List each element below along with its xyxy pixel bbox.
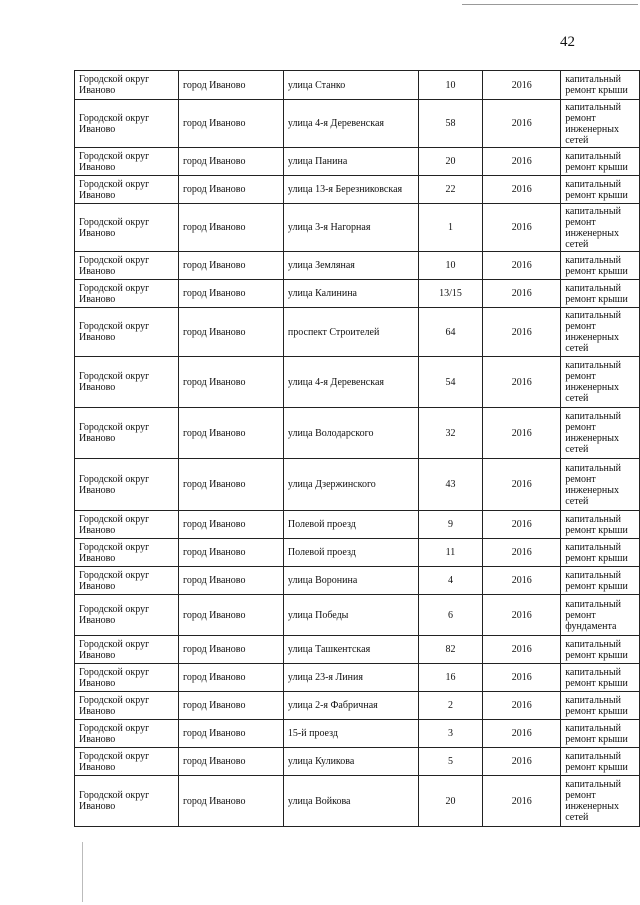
table-row bbox=[75, 204, 640, 252]
city-cell: город Иваново bbox=[179, 204, 284, 252]
year-cell: 2016 bbox=[483, 539, 561, 567]
year-cell: 2016 bbox=[483, 776, 561, 827]
district-cell: Городской округ Иваново bbox=[75, 692, 179, 720]
city-cell: город Иваново bbox=[179, 567, 284, 595]
city-cell: город Иваново bbox=[179, 357, 284, 408]
work-type-cell: капитальный ремонт крыши bbox=[561, 252, 640, 280]
work-type-cell: капитальный ремонт крыши bbox=[561, 148, 640, 176]
year-cell: 2016 bbox=[483, 511, 561, 539]
year-cell: 2016 bbox=[483, 357, 561, 408]
year-cell: 2016 bbox=[483, 595, 561, 636]
work-type-cell: капитальный ремонт крыши bbox=[561, 664, 640, 692]
table-row bbox=[75, 459, 640, 511]
table-row bbox=[75, 692, 640, 720]
city-cell: город Иваново bbox=[179, 252, 284, 280]
street-cell: улица 23-я Линия bbox=[283, 664, 418, 692]
year-cell: 2016 bbox=[483, 280, 561, 308]
house-number-cell: 43 bbox=[418, 459, 482, 511]
street-cell: улица 3-я Нагорная bbox=[283, 204, 418, 252]
street-cell: улица Воронина bbox=[283, 567, 418, 595]
city-cell: город Иваново bbox=[179, 71, 284, 100]
year-cell: 2016 bbox=[483, 720, 561, 748]
house-number-cell: 4 bbox=[418, 567, 482, 595]
work-type-cell: капитальный ремонт инженерных сетей bbox=[561, 776, 640, 827]
district-cell: Городской округ Иваново bbox=[75, 748, 179, 776]
street-cell: Полевой проезд bbox=[283, 511, 418, 539]
district-cell: Городской округ Иваново bbox=[75, 308, 179, 357]
city-cell: город Иваново bbox=[179, 776, 284, 827]
house-number-cell: 2 bbox=[418, 692, 482, 720]
year-cell: 2016 bbox=[483, 664, 561, 692]
house-number-cell: 10 bbox=[418, 71, 482, 100]
street-cell: улица 2-я Фабричная bbox=[283, 692, 418, 720]
city-cell: город Иваново bbox=[179, 308, 284, 357]
year-cell: 2016 bbox=[483, 71, 561, 100]
district-cell: Городской округ Иваново bbox=[75, 664, 179, 692]
table-row bbox=[75, 511, 640, 539]
house-number-cell: 54 bbox=[418, 357, 482, 408]
table-row bbox=[75, 567, 640, 595]
street-cell: улица Войкова bbox=[283, 776, 418, 827]
district-cell: Городской округ Иваново bbox=[75, 71, 179, 100]
district-cell: Городской округ Иваново bbox=[75, 720, 179, 748]
scan-artifact-top-line bbox=[462, 4, 638, 5]
city-cell: город Иваново bbox=[179, 100, 284, 148]
house-number-cell: 11 bbox=[418, 539, 482, 567]
work-type-cell: капитальный ремонт крыши bbox=[561, 511, 640, 539]
city-cell: город Иваново bbox=[179, 148, 284, 176]
year-cell: 2016 bbox=[483, 692, 561, 720]
street-cell: улица 4-я Деревенская bbox=[283, 357, 418, 408]
city-cell: город Иваново bbox=[179, 176, 284, 204]
table-row bbox=[75, 176, 640, 204]
work-type-cell: капитальный ремонт инженерных сетей bbox=[561, 308, 640, 357]
city-cell: город Иваново bbox=[179, 595, 284, 636]
year-cell: 2016 bbox=[483, 567, 561, 595]
table-row bbox=[75, 357, 640, 408]
work-type-cell: капитальный ремонт крыши bbox=[561, 692, 640, 720]
table-row bbox=[75, 71, 640, 100]
table-row bbox=[75, 252, 640, 280]
street-cell: улица Ташкентская bbox=[283, 636, 418, 664]
city-cell: город Иваново bbox=[179, 539, 284, 567]
work-type-cell: капитальный ремонт инженерных сетей bbox=[561, 459, 640, 511]
year-cell: 2016 bbox=[483, 100, 561, 148]
street-cell: улица Победы bbox=[283, 595, 418, 636]
district-cell: Городской округ Иваново bbox=[75, 204, 179, 252]
year-cell: 2016 bbox=[483, 176, 561, 204]
table-row bbox=[75, 664, 640, 692]
repair-schedule-table bbox=[74, 70, 640, 827]
district-cell: Городской округ Иваново bbox=[75, 539, 179, 567]
table-row bbox=[75, 408, 640, 459]
house-number-cell: 6 bbox=[418, 595, 482, 636]
table-row bbox=[75, 308, 640, 357]
year-cell: 2016 bbox=[483, 148, 561, 176]
scan-artifact-left-line bbox=[82, 842, 83, 902]
year-cell: 2016 bbox=[483, 308, 561, 357]
work-type-cell: капитальный ремонт крыши bbox=[561, 720, 640, 748]
house-number-cell: 20 bbox=[418, 148, 482, 176]
house-number-cell: 58 bbox=[418, 100, 482, 148]
street-cell: улица 13-я Березниковская bbox=[283, 176, 418, 204]
table-row bbox=[75, 720, 640, 748]
street-cell: улица Станко bbox=[283, 71, 418, 100]
house-number-cell: 3 bbox=[418, 720, 482, 748]
street-cell: улица Панина bbox=[283, 148, 418, 176]
work-type-cell: капитальный ремонт крыши bbox=[561, 539, 640, 567]
house-number-cell: 5 bbox=[418, 748, 482, 776]
table-row bbox=[75, 776, 640, 827]
table-row bbox=[75, 748, 640, 776]
work-type-cell: капитальный ремонт фундамента bbox=[561, 595, 640, 636]
district-cell: Городской округ Иваново bbox=[75, 776, 179, 827]
street-cell: улица Володарского bbox=[283, 408, 418, 459]
street-cell: улица Калинина bbox=[283, 280, 418, 308]
district-cell: Городской округ Иваново bbox=[75, 459, 179, 511]
house-number-cell: 13/15 bbox=[418, 280, 482, 308]
district-cell: Городской округ Иваново bbox=[75, 280, 179, 308]
table-row bbox=[75, 280, 640, 308]
house-number-cell: 32 bbox=[418, 408, 482, 459]
table-row bbox=[75, 595, 640, 636]
table-row bbox=[75, 636, 640, 664]
district-cell: Городской округ Иваново bbox=[75, 252, 179, 280]
work-type-cell: капитальный ремонт инженерных сетей bbox=[561, 204, 640, 252]
street-cell: проспект Строителей bbox=[283, 308, 418, 357]
year-cell: 2016 bbox=[483, 748, 561, 776]
street-cell: улица Куликова bbox=[283, 748, 418, 776]
street-cell: улица 4-я Деревенская bbox=[283, 100, 418, 148]
work-type-cell: капитальный ремонт крыши bbox=[561, 567, 640, 595]
work-type-cell: капитальный ремонт крыши bbox=[561, 280, 640, 308]
year-cell: 2016 bbox=[483, 252, 561, 280]
district-cell: Городской округ Иваново bbox=[75, 567, 179, 595]
city-cell: город Иваново bbox=[179, 459, 284, 511]
city-cell: город Иваново bbox=[179, 748, 284, 776]
year-cell: 2016 bbox=[483, 459, 561, 511]
work-type-cell: капитальный ремонт крыши bbox=[561, 748, 640, 776]
district-cell: Городской округ Иваново bbox=[75, 148, 179, 176]
city-cell: город Иваново bbox=[179, 720, 284, 748]
house-number-cell: 16 bbox=[418, 664, 482, 692]
house-number-cell: 20 bbox=[418, 776, 482, 827]
city-cell: город Иваново bbox=[179, 280, 284, 308]
work-type-cell: капитальный ремонт инженерных сетей bbox=[561, 408, 640, 459]
work-type-cell: капитальный ремонт крыши bbox=[561, 176, 640, 204]
street-cell: 15-й проезд bbox=[283, 720, 418, 748]
table-row bbox=[75, 148, 640, 176]
city-cell: город Иваново bbox=[179, 636, 284, 664]
table-row bbox=[75, 100, 640, 148]
district-cell: Городской округ Иваново bbox=[75, 176, 179, 204]
city-cell: город Иваново bbox=[179, 408, 284, 459]
work-type-cell: капитальный ремонт крыши bbox=[561, 636, 640, 664]
house-number-cell: 22 bbox=[418, 176, 482, 204]
city-cell: город Иваново bbox=[179, 692, 284, 720]
street-cell: улица Земляная bbox=[283, 252, 418, 280]
work-type-cell: капитальный ремонт крыши bbox=[561, 71, 640, 100]
district-cell: Городской округ Иваново bbox=[75, 357, 179, 408]
district-cell: Городской округ Иваново bbox=[75, 511, 179, 539]
city-cell: город Иваново bbox=[179, 664, 284, 692]
district-cell: Городской округ Иваново bbox=[75, 408, 179, 459]
year-cell: 2016 bbox=[483, 204, 561, 252]
page-number: 42 bbox=[560, 34, 575, 50]
district-cell: Городской округ Иваново bbox=[75, 595, 179, 636]
house-number-cell: 82 bbox=[418, 636, 482, 664]
house-number-cell: 1 bbox=[418, 204, 482, 252]
house-number-cell: 64 bbox=[418, 308, 482, 357]
street-cell: Полевой проезд bbox=[283, 539, 418, 567]
year-cell: 2016 bbox=[483, 408, 561, 459]
table-body bbox=[75, 71, 640, 827]
city-cell: город Иваново bbox=[179, 511, 284, 539]
year-cell: 2016 bbox=[483, 636, 561, 664]
district-cell: Городской округ Иваново bbox=[75, 636, 179, 664]
work-type-cell: капитальный ремонт инженерных сетей bbox=[561, 357, 640, 408]
work-type-cell: капитальный ремонт инженерных сетей bbox=[561, 100, 640, 148]
house-number-cell: 9 bbox=[418, 511, 482, 539]
street-cell: улица Дзержинского bbox=[283, 459, 418, 511]
district-cell: Городской округ Иваново bbox=[75, 100, 179, 148]
house-number-cell: 10 bbox=[418, 252, 482, 280]
table-row bbox=[75, 539, 640, 567]
